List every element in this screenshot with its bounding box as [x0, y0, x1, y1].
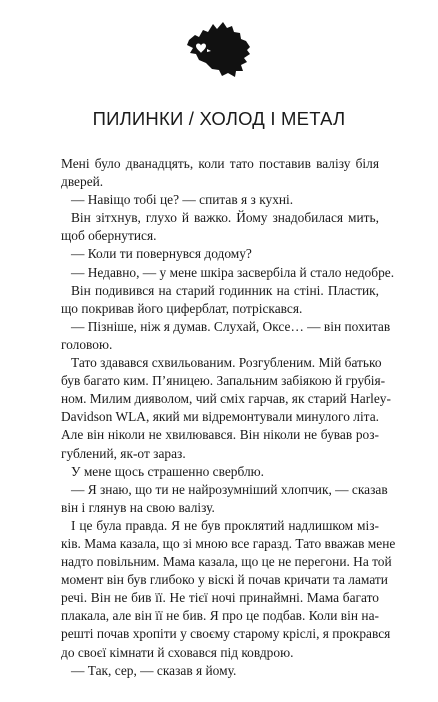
wolf-logo [186, 20, 252, 78]
text-line: Але він ніколи не хвилювався. Він ніколи не бував роз- [61, 427, 379, 443]
text-line: — Я знаю, що ти не найрозумніший хлопчик, — сказав [71, 481, 388, 497]
text-line: Мені було дванадцять, коли тато поставив валізу біля [61, 156, 379, 171]
chapter-body [61, 155, 396, 680]
text-line: до своєї кімнати й сховався під ковдрою. [61, 644, 294, 660]
text-line: І це була правда. Я не був проклятий надлишком мiз- [71, 517, 379, 533]
text-line: — Коли ти повернувся додому? [71, 246, 252, 262]
text-line: плакала, але він її не бив. Я про це подбав. Коли він на- [61, 608, 379, 624]
chapter-title: ПИЛИНКИ / ХОЛОД І МЕТАЛ [92, 108, 346, 129]
text-line: речі. Він не бив її. Не тієї ночі принаймні. Мама багато [61, 590, 379, 606]
text-line: — Пізніше, ніж я думав. Слухай, Оксе… — він похитав [71, 318, 391, 334]
text-line: щоб обернутися. [61, 228, 157, 244]
text-line: ків. Мама казала, що зі мною все гаразд. Тато вважав мене [61, 535, 396, 551]
text-line: головою. [61, 336, 113, 352]
text-line: У мене щось страшенно сверблю. [71, 463, 265, 479]
text-line: Він подивився на старий годинник на стіні. Пластик, [71, 282, 379, 298]
text-line: дверей. [61, 174, 104, 190]
text-line: надто повільним. Мама казала, що це не перегони. На той [61, 554, 392, 570]
text-line: він і глянув на свою валізу. [61, 499, 215, 515]
text-line: був багато ким. П’яницею. Запальним забіякою й грубія- [61, 373, 386, 389]
text-line: ном. Милим дияволом, чий сміх гарчав, як старий Harley- [61, 391, 391, 407]
text-line: — Недавно, — у мене шкіра засвербіла й стало недобре. [71, 264, 395, 280]
text-line: Він зітхнув, глухо й важко. Йому знадобилася мить, [71, 210, 379, 226]
text-line: гублений, як-от зараз. [61, 445, 186, 461]
text-line: — Так, сер, — сказав я йому. [71, 662, 237, 678]
text-line: — Навіщо тобі це? — спитав я з кухні. [71, 192, 294, 208]
text-line: решті почав хропіти у своєму старому кріслі, я прокрався [61, 626, 391, 642]
text-line: Davidson WLA, який ми відремонтували минулого літа. [61, 409, 379, 425]
text-line: Тато здавався схвильованим. Розгубленим. Мій батько [71, 355, 382, 371]
text-line: момент він був глибоко у віскі й почав кричати та ламати [61, 572, 388, 588]
wolf-head-with-heart-icon [186, 20, 252, 78]
text-line: що покривав його циферблат, потріскався. [61, 300, 303, 316]
